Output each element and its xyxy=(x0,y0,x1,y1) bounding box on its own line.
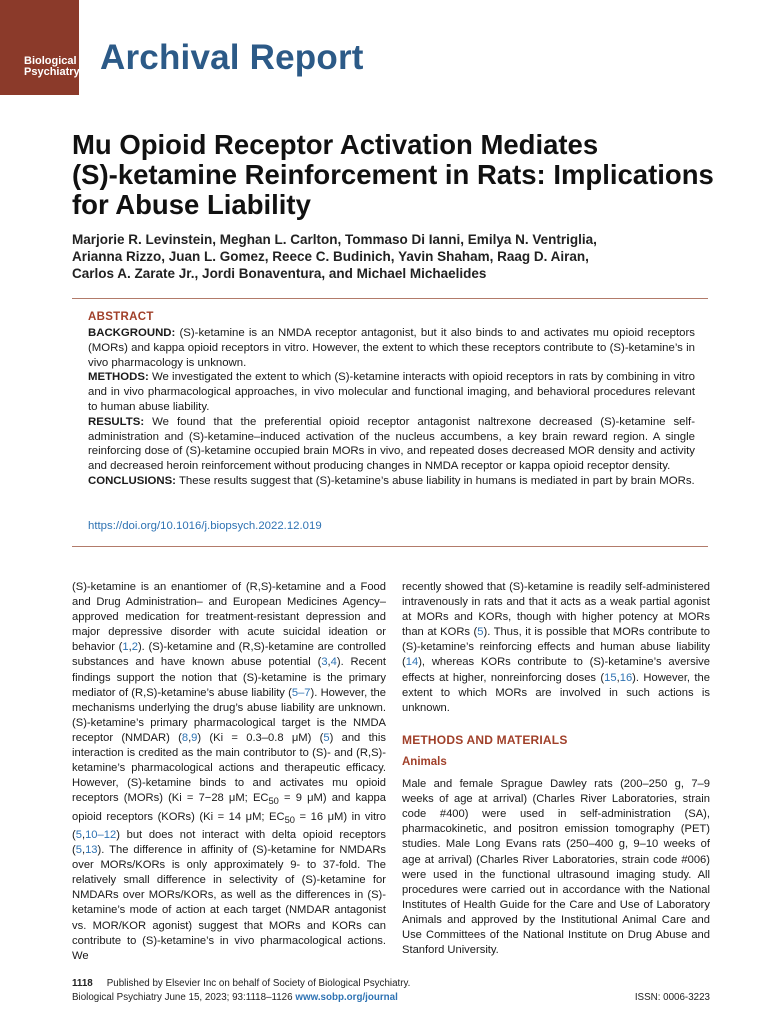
issn: ISSN: 0006-3223 xyxy=(634,992,710,1003)
animals-subheading: Animals xyxy=(402,755,447,768)
author-line: Marjorie R. Levinstein, Meghan L. Carlton, Tommaso Di Ianni, Emilya N. Ventriglia, xyxy=(72,232,597,247)
methods-section-heading: METHODS AND MATERIALS xyxy=(402,732,568,747)
background-text: (S)-ketamine is an NMDA receptor antagonist, but it also binds to and activates mu opioid receptors (MORs) and kappa opioid receptors in vitro. However, the extent to which these receptors contribute to (S)-ketamine’s in vivo pharmacology is unknown. xyxy=(88,327,695,369)
report-type-heading: Archival Report xyxy=(100,38,364,77)
results-label: RESULTS: xyxy=(88,415,145,428)
citation-link[interactable]: 5 xyxy=(323,731,330,744)
animals-paragraph: Male and female Sprague Dawley rats (200–250 g, 7–9 weeks of age at arrival) (Charles River Laboratories, strain code #400) were used in self-administration (SA), pharmacokinetic, and positron emission tomography (PET) studies. Male Long Evans rats (250–400 g, 9–10 weeks of age at arrival) (Charles River Laboratories, strain code #006) were used in the functional ultrasound imaging study. All procedures were carried out in accordance with the National Institutes of Health Guide for the Care and Use of Laboratory Animals and approved by the Institutional Animal Care and Use Committees of the National Institute on Drug Abuse and Stanford University. xyxy=(402,778,710,957)
article-title xyxy=(72,130,732,220)
page-number: 1118 xyxy=(72,978,93,989)
journal-badge xyxy=(0,0,79,95)
author-list xyxy=(72,231,732,282)
intro-paragraph: (S)-ketamine is an enantiomer of (R,S)-ketamine and a Food and Drug Administration– and European Medicines Agency–approved medication for treatment-resistant depression and major depressive disorder with acute suicidal ideation or behavior (1,2). (S)-ketamine and (R,S)-ketamine are controlled substances and have known abuse potential (3,4). Recent findings support the notion that (S)-ketamine is the primary mediator of (R,S)-ketamine’s abuse liability (5–7). However, the mechanisms underlying the drug’s abuse liability are unknown. (S)-ketamine’s primary pharmacological target is the NMDA receptor (NMDAR) (8,9) (Ki = 0.3–0.8 μM) (5) and this interaction is credited as the main contributor to (S)- and (R,S)-ketamine’s pharmacological actions and therapeutic efficacy. However, (S)-ketamine binds to and activates mu opioid receptors (MORs) (Ki = 7−28 μM; $EC_{50} = 9$ μM) and kappa opioid receptors (KORs) (Ki = 14 μM; $EC_{50} = 16$ μM) in vitro (5,10–12) but does not interact with delta opioid receptors (5,13). The difference in affinity of (S)-ketamine for NMDARs over MORs/KORs is only approximately 9- to 37-fold. The relatively small difference in selectivity of (S)-ketamine for NMDARs over MORs/KORs, as well as the differences in (S)-ketamine’s mode of action at each target (NMDAR antagonist vs. MOR/KOR agonist) suggest that MORs and KORs can contribute to (S)-ketamine’s in vivo pharmacological actions. We xyxy=(72,581,387,962)
abstract-heading: ABSTRACT xyxy=(88,311,154,323)
title-line: for Abuse Liability xyxy=(72,189,311,220)
page-footer xyxy=(72,977,710,1005)
author-line: Carlos A. Zarate Jr., Jordi Bonaventura, and Michael Michaelides xyxy=(72,266,487,281)
citation-link[interactable]: 15 xyxy=(604,671,617,684)
ec50-subscript: 50 xyxy=(284,814,295,825)
journal-badge-line1: Biological xyxy=(24,55,77,67)
body-column-left xyxy=(72,580,386,964)
doi-link[interactable]: https://doi.org/10.1016/j.biopsych.2022.12.019 xyxy=(88,520,322,532)
abstract-bottom-divider xyxy=(72,546,708,547)
citation-link[interactable]: 3 xyxy=(321,656,328,669)
methods-label: METHODS: xyxy=(88,371,149,384)
citation-link[interactable]: 14 xyxy=(405,656,419,669)
title-line: (S)-ketamine Reinforcement in Rats: Implications xyxy=(72,159,714,190)
citation-link[interactable]: 2 xyxy=(131,641,138,654)
journal-badge-line2: Psychiatry xyxy=(24,66,80,78)
citation-link[interactable]: 4 xyxy=(330,656,337,669)
results-text: We found that the preferential opioid receptor antagonist naltrexone decreased (S)-ketamine self-administration and (S)-ketamine–induced activation of the nucleus accumbens, a key brain reward region. A single reinforcing dose of (S)-ketamine occupied brain MORs in vivo, and repeated doses decreased MOR density and activity and decreased heroin reinforcement without producing changes in NMDA receptor or kappa opioid receptor density. xyxy=(88,415,696,473)
citation-link[interactable]: 1 xyxy=(122,641,129,654)
conclusions-label: CONCLUSIONS: xyxy=(88,474,176,487)
abstract-methods xyxy=(88,370,695,414)
author-line: Arianna Rizzo, Juan L. Gomez, Reece C. Budinich, Yavin Shaham, Raag D. Airan, xyxy=(72,249,589,264)
footer-line-1 xyxy=(72,977,710,991)
abstract-background xyxy=(88,326,695,370)
conclusions-text: These results suggest that (S)-ketamine’s abuse liability in humans is mediated in part by brain MORs. xyxy=(178,474,695,487)
citation-link[interactable]: 5–7 xyxy=(291,686,311,699)
citation-link[interactable]: 13 xyxy=(85,844,98,857)
abstract-body xyxy=(88,326,695,489)
methods-text: We investigated the extent to which (S)-ketamine interacts with opioid receptors in rats by combining in vitro and in vivo pharmacological approaches, in vivo molecular and functional imaging, and behavioral procedures relevant to human abuse liability. xyxy=(88,371,695,413)
citation-link[interactable]: 5 xyxy=(75,844,82,857)
intro-paragraph-continued: recently showed that (S)-ketamine is readily self-administered intravenously in rats and that it acts as a weak partial agonist at MORs and KORs, though with higher potency at MORs than at KORs (5). Thus, it is possible that MORs contribute to (S)-ketamine’s reinforcing effects and human abuse liability (14), whereas KORs contribute to (S)-ketamine’s aversive effects at higher, nonreinforcing doses (15,16). However, the extent to which MORs are involved in such actions is unknown. xyxy=(402,581,710,714)
citation-link[interactable]: 10–12 xyxy=(85,828,117,841)
citation-link[interactable]: 16 xyxy=(619,671,633,684)
journal-citation: Biological Psychiatry June 15, 2023; 93:1118–1126 xyxy=(72,992,293,1003)
footer-line-2 xyxy=(72,991,710,1005)
body-column-right xyxy=(402,580,710,958)
ec50-subscript: 50 xyxy=(268,796,279,807)
abstract-top-divider xyxy=(72,298,708,299)
journal-website-link[interactable]: www.sobp.org/journal xyxy=(295,992,398,1003)
citation-link[interactable]: 9 xyxy=(191,731,198,744)
citation-link[interactable]: 5 xyxy=(75,828,82,841)
title-line: Mu Opioid Receptor Activation Mediates xyxy=(72,129,599,160)
abstract-results xyxy=(88,415,695,474)
background-label: BACKGROUND: xyxy=(88,327,176,339)
citation-link[interactable]: 5 xyxy=(477,626,484,639)
citation-link[interactable]: 8 xyxy=(181,731,189,744)
publisher-line: Published by Elsevier Inc on behalf of Society of Biological Psychiatry. xyxy=(106,978,411,989)
abstract-conclusions xyxy=(88,474,695,489)
